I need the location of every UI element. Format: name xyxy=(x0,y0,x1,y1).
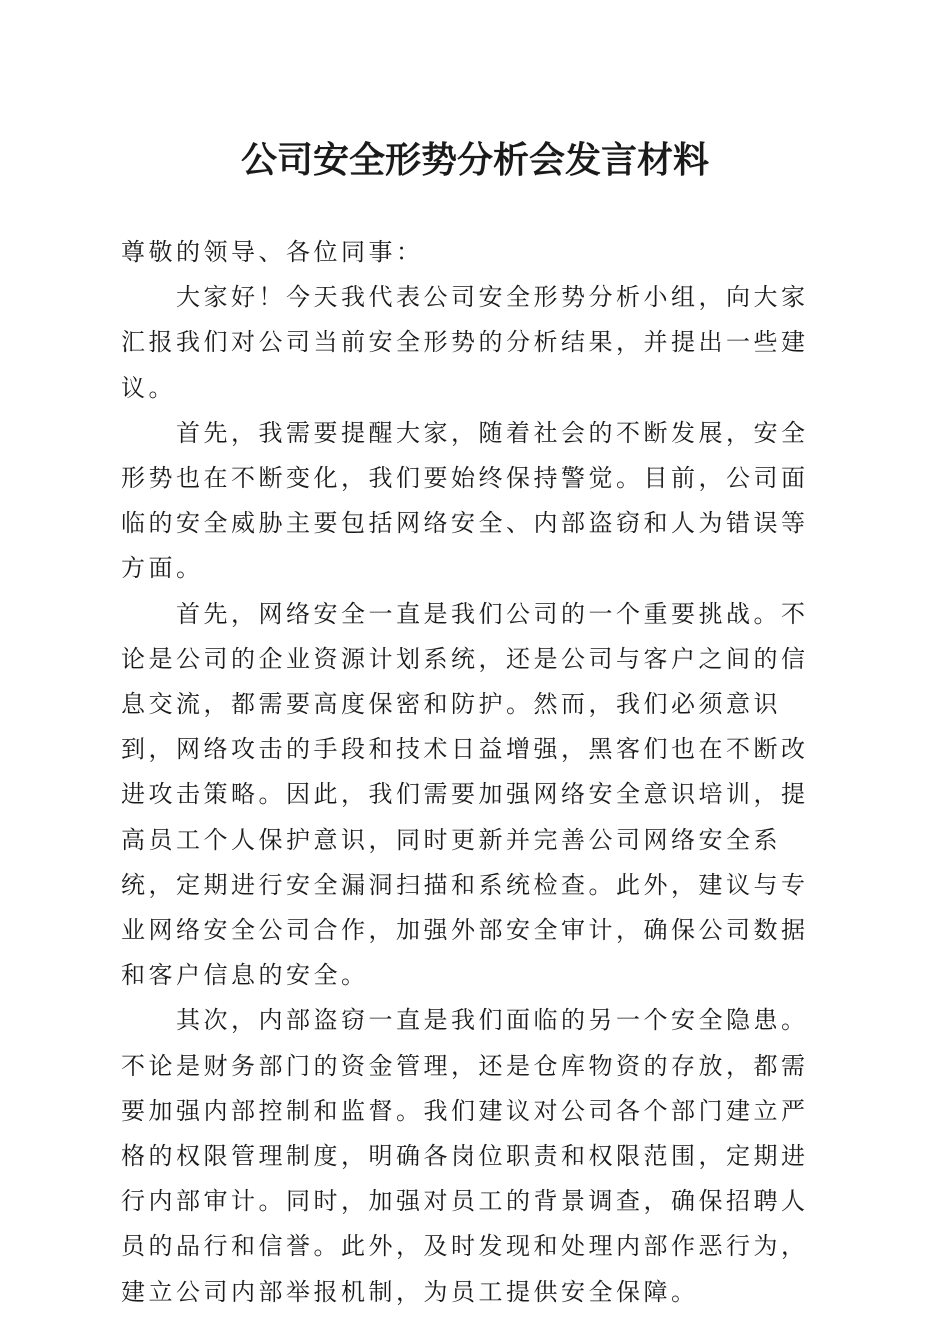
paragraph-network-security: 首先，网络安全一直是我们公司的一个重要挑战。不论是公司的企业资源计划系统，还是公司与客户之间的信息交流，都需要高度保密和防护。然而，我们必须意识到，网络攻击的手段和技术日益增强，黑客们也在不断改进攻击策略。因此，我们需要加强网络安全意识培训，提高员工个人保护意识，同时更新并完善公司网络安全系统，定期进行安全漏洞扫描和系统检查。此外，建议与专业网络安全公司合作，加强外部安全审计，确保公司数据和客户信息的安全。 xyxy=(121,599,809,990)
document-title: 公司安全形势分析会发言材料 xyxy=(240,139,709,181)
salutation: 尊敬的领导、各位同事： xyxy=(121,238,424,266)
paragraph-overview: 首先，我需要提醒大家，随着社会的不断发展，安全形势也在不断变化，我们要始终保持警觉。目前，公司面临的安全威胁主要包括网络安全、内部盗窃和人为错误等方面。 xyxy=(121,418,809,583)
paragraph-greeting: 大家好！今天我代表公司安全形势分析小组，向大家汇报我们对公司当前安全形势的分析结果，并提出一些建议。 xyxy=(121,283,809,402)
document-body xyxy=(121,230,831,1315)
paragraph-internal-theft: 其次，内部盗窃一直是我们面临的另一个安全隐患。不论是财务部门的资金管理，还是仓库物资的存放，都需要加强内部控制和监督。我们建议对公司各个部门建立严格的权限管理制度，明确各岗位职责和权限范围，定期进行内部审计。同时，加强对员工的背景调查，确保招聘人员的品行和信誉。此外，及时发现和处理内部作恶行为，建立公司内部举报机制，为员工提供安全保障。 xyxy=(121,1006,809,1306)
